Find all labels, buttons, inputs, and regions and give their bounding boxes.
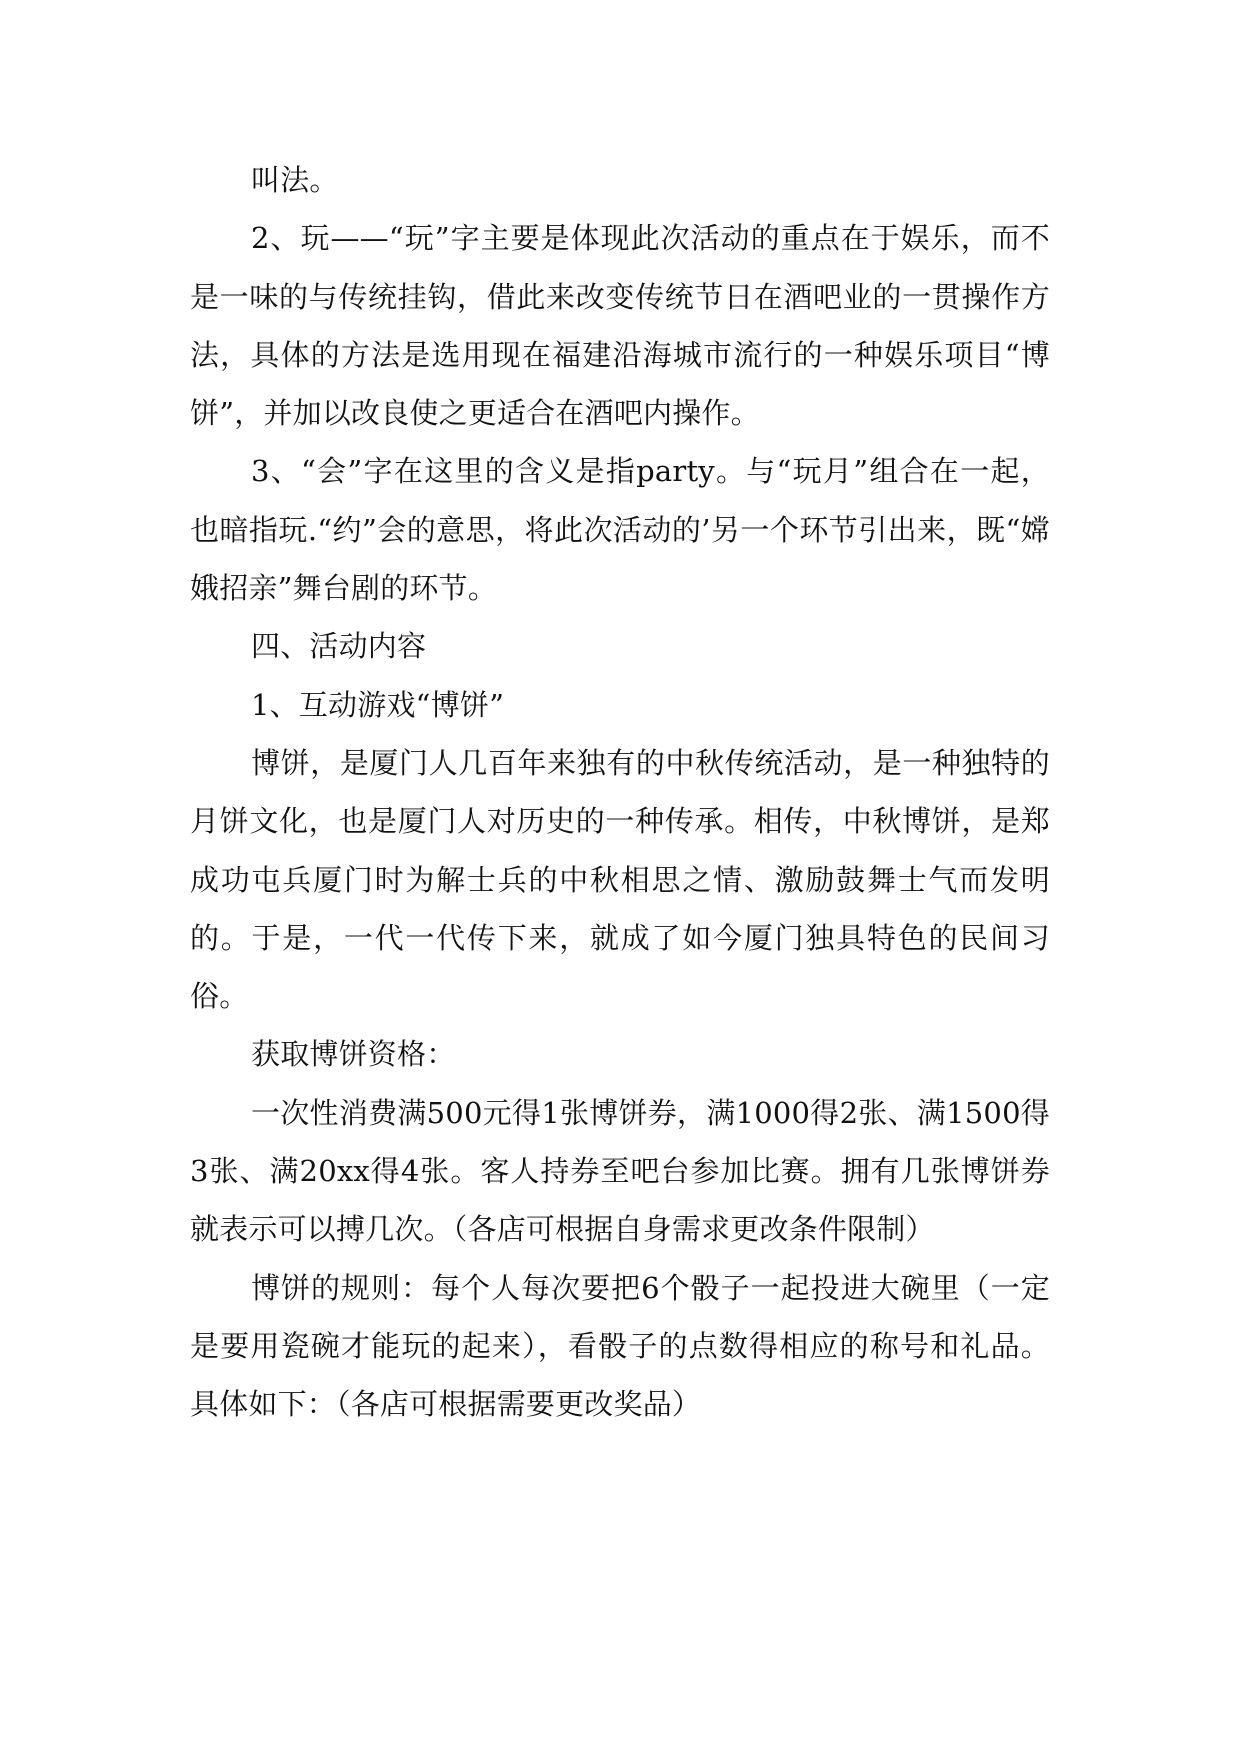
subheading-interactive-game: 1、互动游戏“博饼” xyxy=(251,687,505,722)
paragraph-bobing-intro: 博饼，是厦门人几百年来独有的中秋传统活动，是一种独特的月饼文化，也是厦门人对历史的一种传承。相传，中秋博饼，是郑成功屯兵厦门时为解士兵的中秋相思之情、激励鼓舞士气而发明的。于是，一代一代传下来，就成了如今厦门独具特色的民间习俗。 xyxy=(190,745,1050,1014)
document-body xyxy=(190,151,1050,1434)
paragraph-qualification-rules: 一次性消费满500元得1张博饼券，满1000得2张、满1500得3张、满20xx得4张。客人持券至吧台参加比赛。拥有几张博饼券就表示可以搏几次。（各店可根据自身需求更改条件限制） xyxy=(190,1095,1050,1247)
paragraph-2: 2、玩——“玩”字主要是体现此次活动的重点在于娱乐，而不是一味的与传统挂钩，借此来改变传统节日在酒吧业的一贯操作方法，具体的方法是选用现在福建沿海城市流行的一种娱乐项目“博饼”，并加以改良使之更适合在酒吧内操作。 xyxy=(190,221,1050,431)
paragraph-1: 叫法。 xyxy=(251,163,339,197)
section-heading-activity-content: 四、活动内容 xyxy=(251,629,427,664)
paragraph-3: 3、“会”字在这里的含义是指party。与“玩月”组合在一起，也暗指玩.“约”会的意思，将此次活动的’另一个环节引出来，既“嫦娥招亲”舞台剧的环节。 xyxy=(190,454,1050,606)
paragraph-qualification-heading: 获取博饼资格： xyxy=(251,1037,456,1072)
paragraph-game-rules: 博饼的规则：每个人每次要把6个骰子一起投进大碗里（一定是要用瓷碗才能玩的起来），看骰子的点数得相应的称号和礼品。具体如下：（各店可根据需要更改奖品） xyxy=(190,1270,1050,1422)
